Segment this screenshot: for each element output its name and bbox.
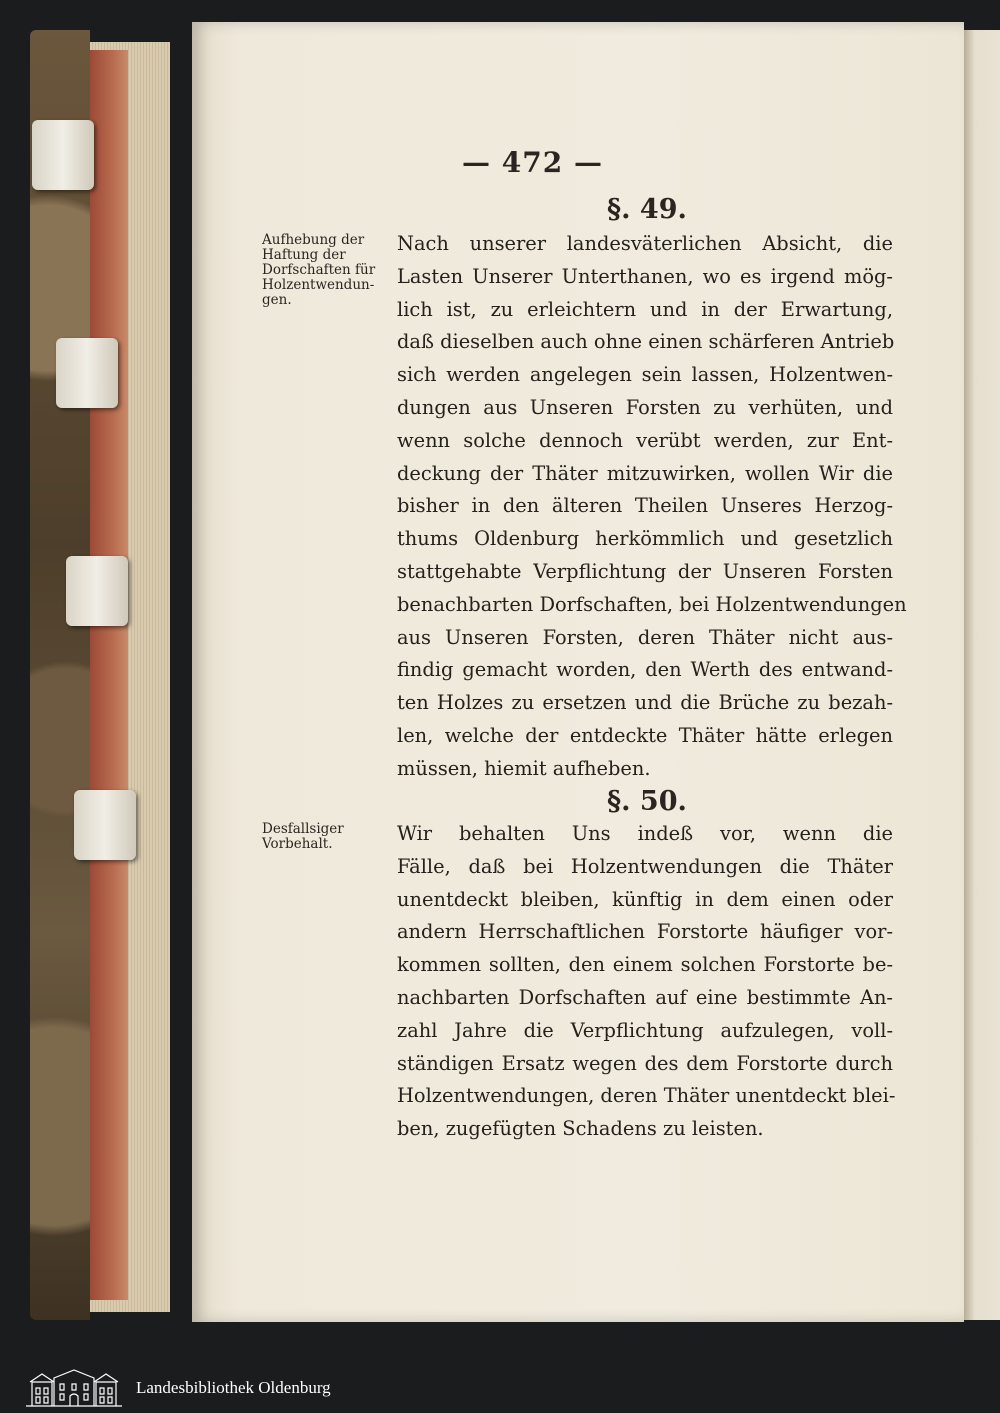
text-line: aus Unseren Forsten, deren Thäter nicht aus-	[397, 625, 893, 649]
library-building-icon	[24, 1368, 124, 1408]
text-line: findig gemacht worden, den Werth des entwand-	[397, 658, 893, 682]
bookmark-tab	[32, 120, 94, 190]
text-line: wenn solche dennoch verübt werden, zur Ent-	[397, 428, 893, 452]
library-name: Landesbibliothek Oldenburg	[136, 1378, 331, 1397]
bookmark-tab	[74, 790, 136, 860]
next-page-edge	[964, 30, 1000, 1320]
text-line: bisher in den älteren Theilen Unseres Herzog-	[397, 494, 893, 518]
text-line: daß dieselben auch ohne einen schärferen Antrieb	[397, 330, 895, 354]
text-line: ten Holzes zu ersetzen und die Brüche zu bezah-	[397, 691, 893, 715]
text-line: andern Herrschaftlichen Forstorte häufiger vor-	[397, 920, 893, 944]
text-line: deckung der Thäter mitzuwirken, wollen Wir die	[397, 461, 893, 485]
text-line: unentdeckt bleiben, künftig in dem einen oder	[397, 887, 893, 911]
page-number: — 472 —	[462, 146, 603, 179]
text-line: zahl Jahre die Verpflichtung aufzulegen, voll-	[397, 1018, 893, 1042]
margin-note-50: Desfallsiger Vorbehalt.	[262, 821, 344, 852]
text-line: stattgehabte Verpflichtung der Unseren Forsten	[397, 559, 893, 583]
text-line: Wir behalten Uns indeß vor, wenn die	[397, 822, 893, 845]
book-page	[192, 22, 964, 1322]
paragraph-49	[397, 228, 907, 786]
text-line: Fälle, daß bei Holzentwendungen die Thäter	[397, 854, 893, 878]
text-line: ständigen Ersatz wegen des dem Forstorte durch	[397, 1051, 893, 1075]
text-line: kommen sollten, den einem solchen Forstorte be-	[397, 953, 893, 977]
section-heading-50: §. 50.	[607, 786, 687, 817]
text-line: lich ist, zu erleichtern und in der Erwartung,	[397, 297, 893, 321]
text-line: Nach unserer landesväterlichen Absicht, die	[397, 232, 893, 255]
footer-bar	[0, 1362, 1000, 1413]
text-line: thums Oldenburg herkömmlich und gesetzlich	[397, 527, 893, 551]
bookmark-tab	[66, 556, 128, 626]
text-line: Holzentwendungen, deren Thäter unentdeckt blei-	[397, 1084, 896, 1108]
book-cover	[30, 30, 90, 1320]
text-line: sich werden angelegen sein lassen, Holzentwen-	[397, 363, 893, 387]
text-line: Lasten Unserer Unterthanen, wo es irgend mög-	[397, 264, 893, 288]
text-line: len, welche der entdeckte Thäter hätte erlegen	[397, 723, 893, 747]
section-heading-49: §. 49.	[607, 194, 687, 225]
paragraph-50	[397, 818, 896, 1146]
text-line: dungen aus Unseren Forsten zu verhüten, und	[397, 395, 893, 419]
margin-note-49: Aufhebung der Haftung der Dorfschaften für Holzentwendun- gen.	[262, 232, 376, 308]
bookmark-tab	[56, 338, 118, 408]
text-line: müssen, hiemit aufheben.	[397, 756, 651, 780]
text-line: nachbarten Dorfschaften auf eine bestimmte An-	[397, 985, 893, 1009]
text-line: benachbarten Dorfschaften, bei Holzentwendungen	[397, 592, 907, 616]
red-page-edge	[90, 50, 128, 1300]
text-line: ben, zugefügten Schadens zu leisten.	[397, 1117, 764, 1141]
